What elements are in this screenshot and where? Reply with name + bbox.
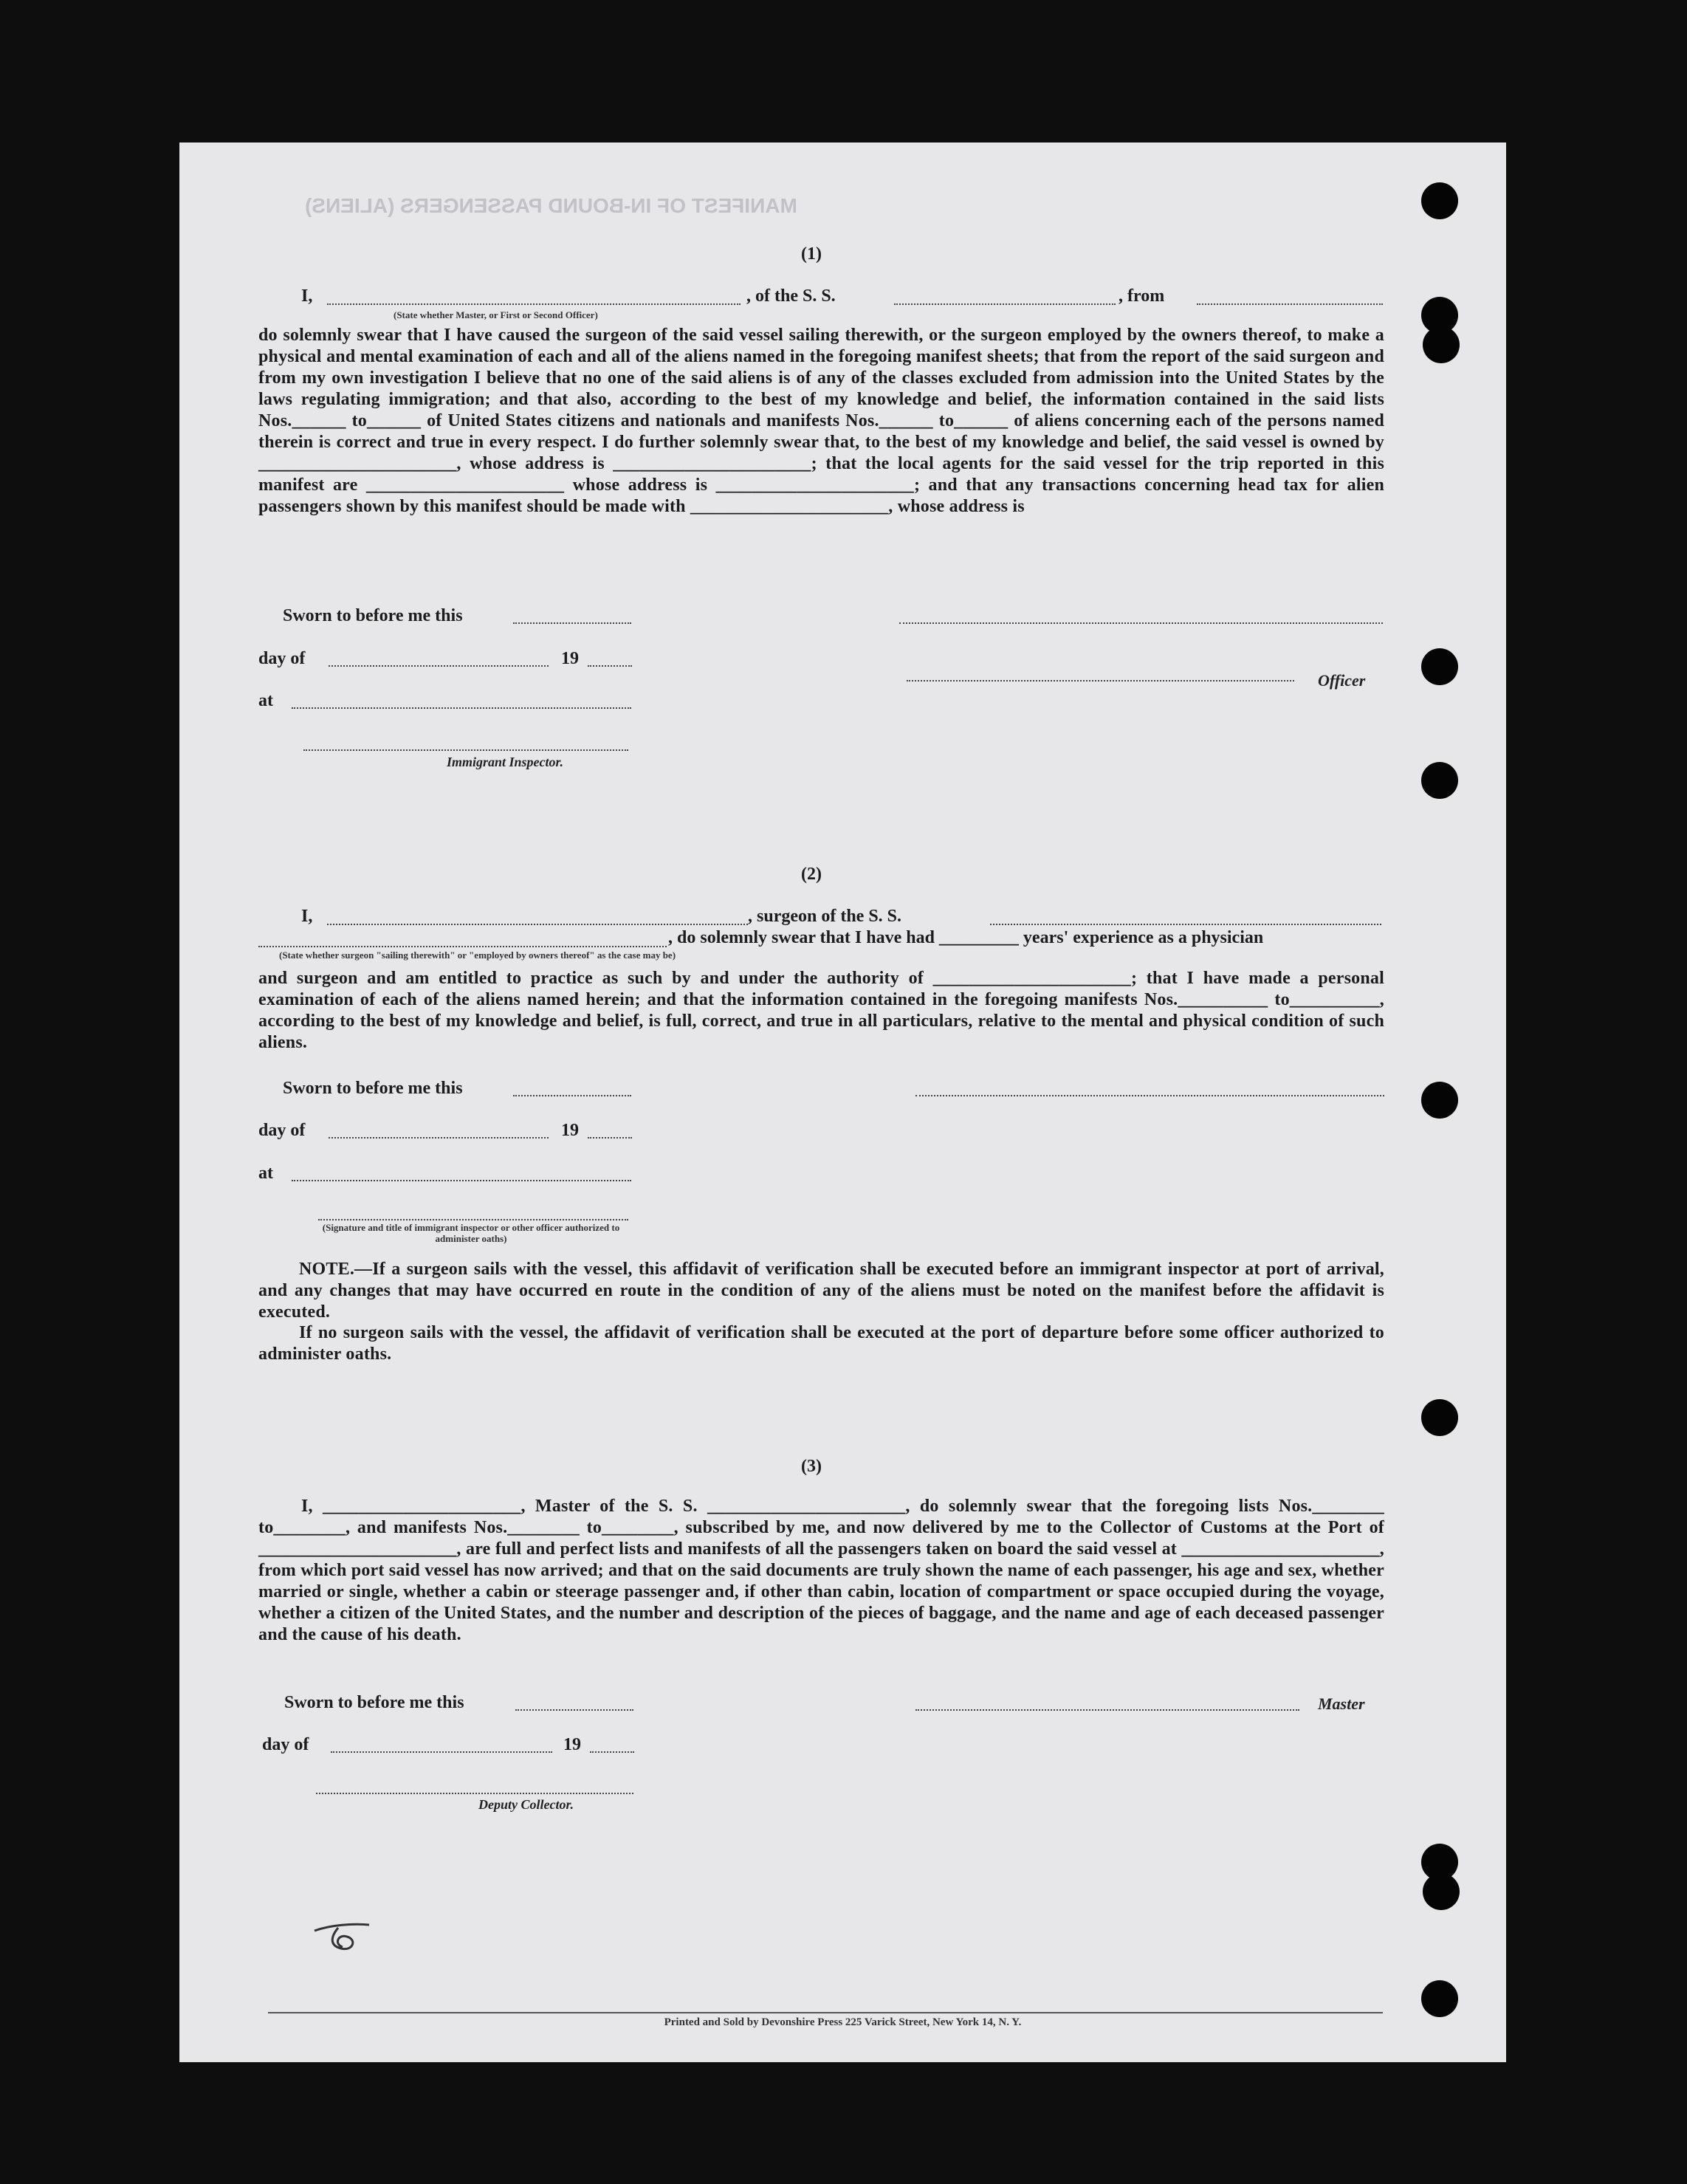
section-1-inspector-title: Immigrant Inspector. [447, 755, 564, 769]
section-1-officer-title: Officer [1318, 671, 1366, 690]
section-1-sworn-date-field[interactable] [513, 622, 631, 624]
section-3-day-field[interactable] [331, 1751, 552, 1753]
printer-footer: Printed and Sold by Devonshire Press 225 Varick Street, New York 14, N. Y. [664, 2016, 1022, 2028]
section-2-sworn-label: Sworn to before me this [283, 1079, 463, 1098]
binder-hole-7 [1421, 1399, 1458, 1436]
section-2-oath-text: and surgeon and am entitled to practice as such by and under the authority of ______________________; that I have made a personal examination of each of the aliens named herein; and that the information contained in the foregoing manifests Nos.__________ to__________, according to the best of my knowledge and belief, is full, correct, and true in all particulars, relative to the mental and physical condition of such aliens. [258, 969, 1384, 1052]
section-2-at-field[interactable] [292, 1180, 631, 1181]
section-2-note-2: If no surgeon sails with the vessel, the affidavit of verification shall be executed at the port of departure before some officer authorized to administer oaths. [258, 1323, 1384, 1364]
section-3-master-title: Master [1318, 1694, 1365, 1713]
binder-hole-3 [1423, 326, 1460, 363]
vessel-name-field[interactable] [894, 303, 1116, 305]
section-2-day-of-label: day of [258, 1121, 306, 1140]
section-1-day-of-label: day of [258, 649, 306, 668]
section-3-sworn-label: Sworn to before me this [284, 1693, 464, 1712]
section-2-experience-line: , do solemnly swear that I have had _________ years' experience as a physician [668, 928, 1264, 947]
section-1-inspector-signature-field[interactable] [303, 749, 628, 751]
section-1-year-field[interactable] [588, 665, 632, 667]
section-1-ss-label: , of the S. S. [746, 286, 836, 306]
section-1-day-field[interactable] [329, 665, 549, 667]
section-2-line2-note: (State whether surgeon "sailing therewith" or "employed by owners thereof" as the case may be) [279, 950, 676, 961]
bleed-through-header: MANIFEST OF IN-BOUND PASSENGERS (ALIENS) [305, 194, 797, 217]
section-2-at-label: at [258, 1164, 273, 1183]
section-3-number: (3) [801, 1457, 822, 1476]
section-1-number: (1) [801, 244, 822, 264]
master-name-field[interactable] [327, 303, 741, 305]
binder-hole-5 [1421, 762, 1458, 799]
section-3-oath-text: I, ______________________, Master of the S. S. ______________________, do solemnly swear that the foregoing lists Nos.________ to________, and manifests Nos.________ to________, subscribed by me, and now delivered by me to the Collector of Customs at the Port of ______________________, are full and perfect lists and manifests of all the passengers taken on board the said vessel at ______________________, from which port said vessel has now arrived; and that on the said documents are truly shown the name of each passenger, his age and sex, whether married or single, whether a cabin or steerage passenger and, if other than cabin, location of compartment or space occupied during the voyage, whether a citizen of the United States, and the number and description of the pieces of baggage, and the name and age of each deceased passenger and the cause of his death. [258, 1497, 1384, 1644]
section-2-year-field[interactable] [588, 1137, 632, 1139]
section-1-at-field[interactable] [292, 707, 631, 709]
from-port-field[interactable] [1197, 303, 1383, 305]
section-2-inspector-signature-field[interactable] [318, 1219, 628, 1220]
section-2-line1-prefix: I, [301, 907, 313, 926]
section-1-oath-text: do solemnly swear that I have caused the surgeon of the said vessel sailing therewith, or the surgeon employed by the owners thereof, to make a physical and mental examination of each and all of the aliens named in the foregoing manifest sheets; that from the report of the said surgeon and from my own investigation I believe that no one of the said aliens is of any of the classes excluded from admission into the United States by the laws regulating immigration; and that also, according to the best of my knowledge and belief, the information contained in the said lists Nos.______ to______ of United States citizens and nationals and manifests Nos.______ to______ of aliens concerning each of the persons named therein is correct and true in every respect. I do further solemnly swear that, to the best of my knowledge and belief, the said vessel is owned by ______________________, whose address is ______________________; that the local agents for the said vessel for the trip reported in this manifest are ______________________ whose address is ______________________; and that any transactions concerning head tax for alien passengers shown by this manifest should be made with ______________________, whose address is [258, 326, 1384, 516]
section-2-surgeon-ss-label: , surgeon of the S. S. [748, 907, 902, 926]
section-3-year-label: 19 [563, 1735, 581, 1754]
section-1-officer-signature-field[interactable] [907, 680, 1294, 681]
section-1-line1-prefix: I, [301, 286, 313, 306]
section-1-year-label: 19 [561, 649, 579, 668]
footer-rule [268, 2012, 1383, 2013]
section-2-signature-note: (Signature and title of immigrant inspector or other officer authorized to administer oaths) [322, 1222, 620, 1244]
section-2-vessel-field[interactable] [990, 924, 1381, 925]
binder-hole-6 [1421, 1082, 1458, 1119]
section-3-year-field[interactable] [590, 1751, 634, 1753]
section-3-day-of-label: day of [262, 1735, 309, 1754]
section-2-year-label: 19 [561, 1121, 579, 1140]
section-1-line1-note: (State whether Master, or First or Second Officer) [394, 309, 598, 320]
pencil-mark [309, 1915, 382, 1959]
form-page [179, 142, 1506, 2062]
section-1-at-label: at [258, 691, 273, 710]
binder-hole-1 [1421, 182, 1458, 219]
binder-hole-4 [1421, 648, 1458, 685]
section-2-surgeon-signature-field[interactable] [915, 1095, 1384, 1096]
section-2-note-1: NOTE.—If a surgeon sails with the vessel, this affidavit of verification shall be executed before an immigrant inspector at port of arrival, and any changes that may have occurred en route in the condition of any of the aliens must be noted on the manifest before the affidavit is executed. [258, 1260, 1384, 1322]
section-2-number: (2) [801, 865, 822, 884]
section-2-sworn-date-field[interactable] [513, 1095, 631, 1096]
section-1-from-label: , from [1119, 286, 1165, 306]
section-3-sworn-date-field[interactable] [515, 1709, 633, 1711]
section-3-master-signature-field[interactable] [915, 1709, 1299, 1711]
section-2-day-field[interactable] [329, 1137, 549, 1139]
section-1-sworn-label: Sworn to before me this [283, 606, 463, 625]
binder-hole-9 [1423, 1873, 1460, 1910]
section-3-collector-signature-field[interactable] [316, 1793, 633, 1794]
surgeon-name-field[interactable] [327, 924, 748, 925]
section-1-officer-top-field[interactable] [899, 622, 1383, 624]
binder-hole-10 [1421, 1980, 1458, 2017]
section-2-surgeon-status-field[interactable] [258, 946, 667, 947]
section-3-collector-title: Deputy Collector. [478, 1797, 574, 1812]
